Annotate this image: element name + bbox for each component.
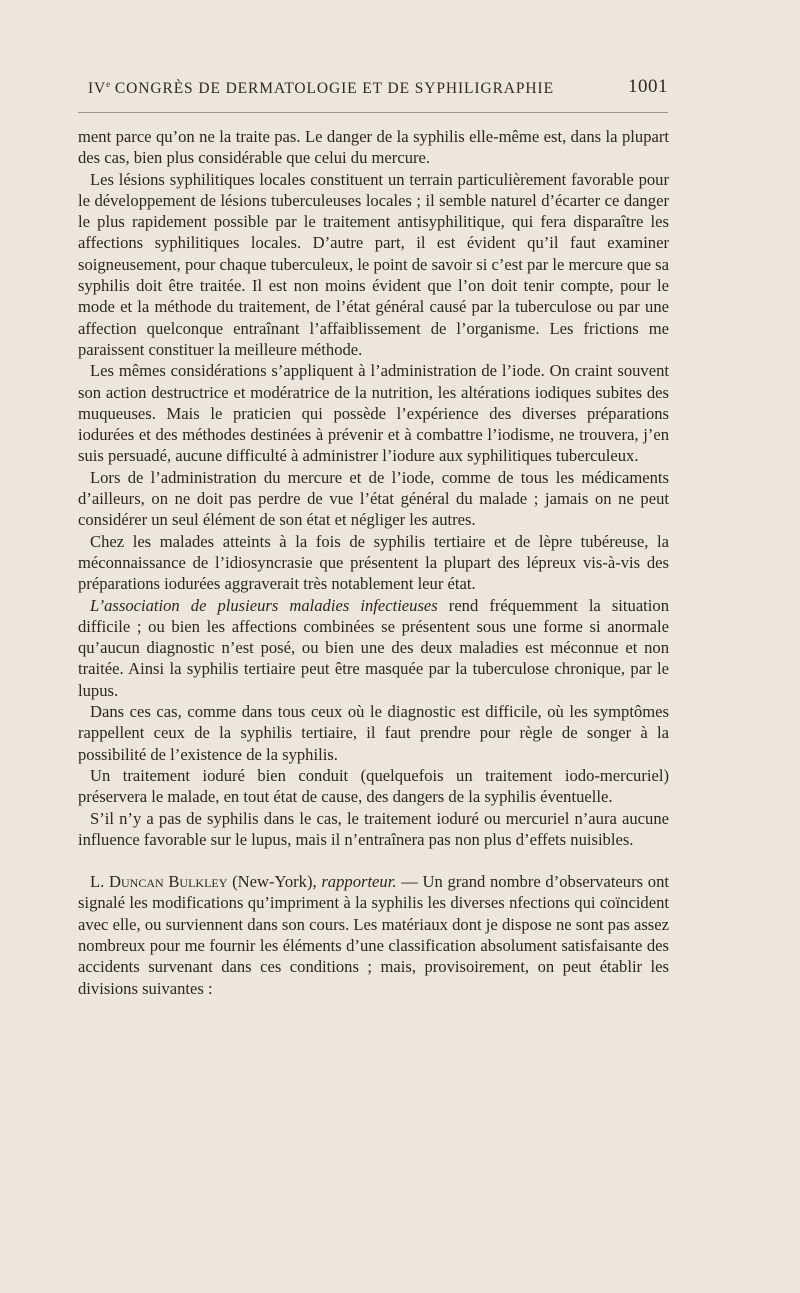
author-role: rapporteur.	[321, 872, 397, 892]
paragraph-text: rend fréquemment la situation difficile ; ou bien les affections combinées se présentent sous une forme si anormale qu’aucun diagnostic n’est posé, ou bien une des deux maladies est méconnue et non traitée. Ainsi la syphilis tertiaire peut être masquée par la tuberculose chronique, par le lupus.	[78, 595, 669, 700]
paragraph: Lors de l’administration du mercure et de l’iode, comme de tous les médicaments d’ailleurs, on ne doit pas perdre de vue l’état général du malade ; jamais on ne peut considérer un seul élément de son état et négliger les autres.	[78, 467, 669, 530]
paragraph	[78, 595, 669, 701]
paragraph: S’il n’y a pas de syphilis dans le cas, le traitement ioduré ou mercuriel n’aura aucune influence favorable sur le lupus, mais il n’entraînera pas non plus d’effets nuisibles.	[78, 808, 669, 849]
author-name: Duncan Bulkley	[109, 872, 228, 892]
page-number: 1001	[628, 76, 668, 97]
italic-phrase: L’association de plusieurs maladies infectieuses	[90, 595, 438, 615]
paragraph-text: — Un grand nombre d’observateurs ont signalé les modifications qu’impriment à la syphilis les diverses nfections qui coïncident avec elle, ou surviennent dans son cours. Les matériaux dont je dispose ne sont pas assez nombreux pour me fournir les éléments d’une classification absolument satisfaisante des accidents survenant dans ces conditions ; mais, provisoirement, on peut établir les divisions suivantes :	[78, 872, 669, 998]
paragraph: Dans ces cas, comme dans tous ceux où le diagnostic est difficile, où les symptômes rappellent ceux de la syphilis tertiaire, il faut prendre pour règle de songer à la possibilité de l’existence de la syphilis.	[78, 702, 669, 764]
header-title	[88, 79, 554, 98]
paragraph: ment parce qu’on ne la traite pas. Le danger de la syphilis elle-même est, dans la plupart des cas, bien plus considérable que celui du mercure.	[78, 127, 669, 168]
running-header	[88, 76, 668, 102]
header-rule	[78, 112, 668, 113]
rapporteur-paragraph	[78, 871, 669, 999]
paragraph: Les lésions syphilitiques locales constituent un terrain particulièrement favorable pour le développement de lésions tuberculeuses locales ; il semble naturel d’écarter ce danger le plus rapidement possible par le traitement antisyphilitique, qui fera disparaître les affections syphilitiques locales. D’autre part, il est évident qu’il faut examiner soigneusement, pour chaque tuberculeux, le point de savoir si c’est par le mercure que sa syphilis doit être traitée. Il est non moins évident que l’on doit tenir compte, pour le mode et la méthode du traitement, de l’état général causé par la tuberculose ou par une affection quelconque entraînant l’affaiblissement de l’organisme. Les frictions me paraissent constituer la meilleure méthode.	[78, 169, 669, 359]
paragraph: Chez les malades atteints à la fois de syphilis tertiaire et de lèpre tubéreuse, la méconnaissance de l’idiosyncrasie que présentent la plupart des lépreux vis-à-vis des préparations iodurées aggraverait très notablement leur état.	[78, 531, 669, 594]
header-superscript: e	[106, 79, 111, 89]
paragraph: Un traitement ioduré bien conduit (quelquefois un traitement iodo-mercuriel) préservera le malade, en tout état de cause, des dangers de la syphilis éventuelle.	[78, 765, 669, 807]
header-roman: IV	[88, 80, 107, 97]
article-body	[78, 126, 669, 999]
author-initial: L.	[90, 872, 109, 892]
paragraph: Les mêmes considérations s’appliquent à l’administration de l’iode. On craint souvent son action destructrice et modératrice de la nutrition, les altérations iodiques subites des muqueuses. Mais le praticien qui possède l’expérience des diverses préparations iodurées et des méthodes destinées à prévenir et à combattre l’iodisme, ne trouvera, j’en suis persuadé, aucune difficulté à administrer l’iodure aux syphilitiques tuberculeux.	[78, 361, 669, 466]
header-title-text: CONGRÈS DE DERMATOLOGIE ET DE SYPHILIGRAPHIE	[110, 80, 554, 97]
author-place: (New-York),	[227, 872, 322, 892]
